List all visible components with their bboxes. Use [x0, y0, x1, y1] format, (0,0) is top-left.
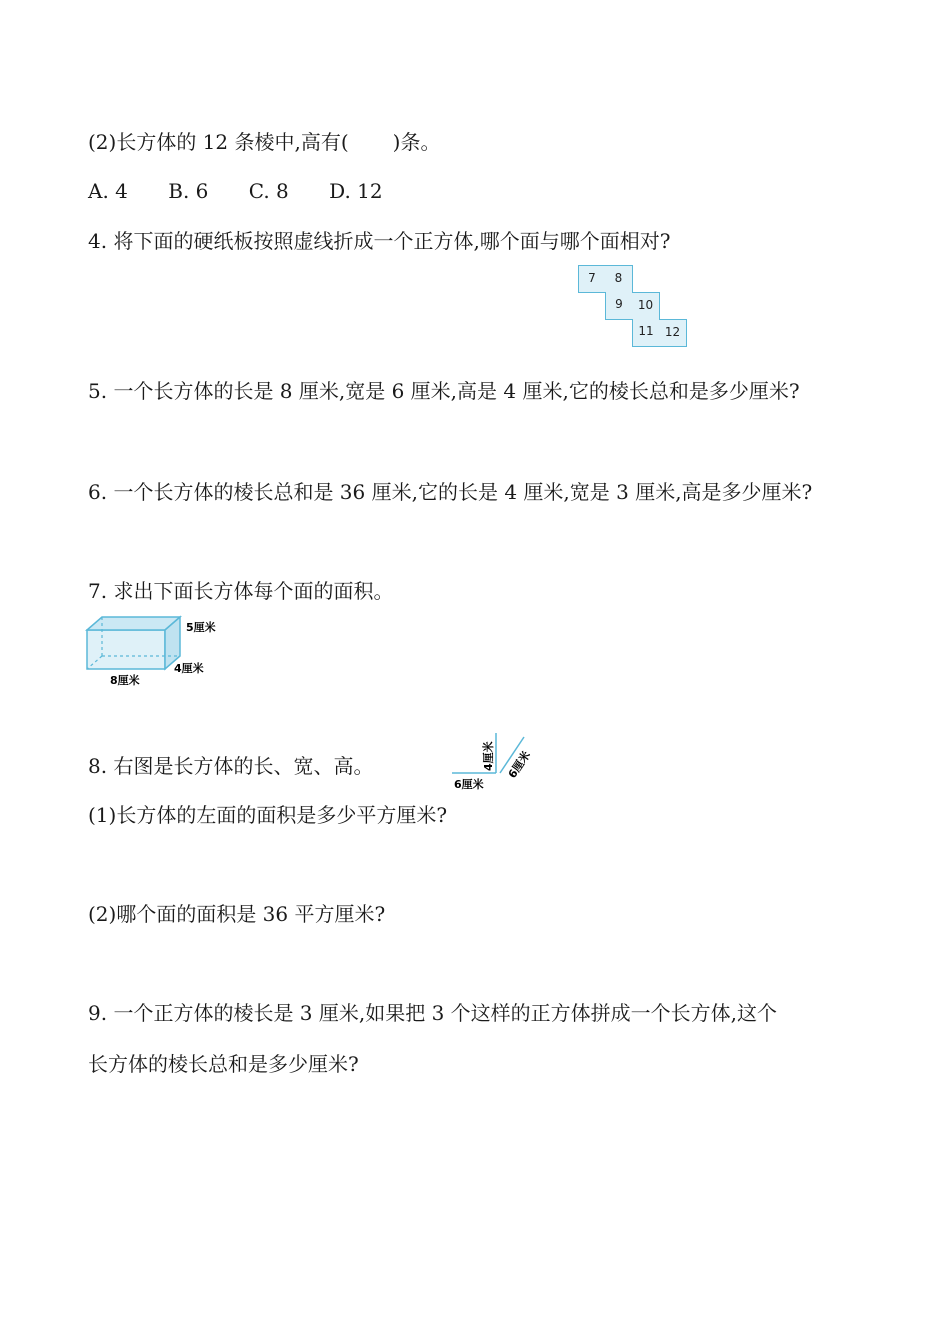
net-face-12: 12	[659, 319, 687, 347]
net-face-9: 9	[605, 292, 633, 320]
width-label: 4厘米	[174, 662, 204, 675]
stem-text: (2)长方体的 12 条棱中,高有(	[88, 130, 349, 154]
question-8: 8. 右图是长方体的长、宽、高。	[88, 754, 374, 778]
question-8-1: (1)长方体的左面的面积是多少平方厘米?	[88, 803, 448, 827]
question-8-2: (2)哪个面的面积是 36 平方厘米?	[88, 902, 386, 926]
length-label: 6厘米	[454, 778, 484, 791]
question-9-line-1: 9. 一个正方体的棱长是 3 厘米,如果把 3 个这样的正方体拼成一个长方体,这个	[88, 1001, 778, 1025]
width-label: 6厘米	[505, 748, 534, 781]
stem-text-end: )条。	[392, 130, 441, 154]
option-a: A. 4	[88, 179, 128, 203]
option-d: D. 12	[329, 179, 383, 203]
net-face-8: 8	[605, 265, 633, 293]
length-label: 8厘米	[110, 674, 140, 687]
question-9-line-2: 长方体的棱长总和是多少厘米?	[88, 1052, 359, 1076]
edge-dimensions-figure	[450, 727, 540, 795]
option-b: B. 6	[168, 179, 209, 203]
question-3-2-stem	[88, 128, 440, 156]
question-6: 6. 一个长方体的棱长总和是 36 厘米,它的长是 4 厘米,宽是 3 厘米,高是多少厘米?	[88, 480, 813, 504]
question-5: 5. 一个长方体的长是 8 厘米,宽是 6 厘米,高是 4 厘米,它的棱长总和是多少厘米?	[88, 379, 800, 403]
net-face-11: 11	[632, 319, 660, 347]
question-3-2-options	[88, 177, 417, 205]
option-c: C. 8	[248, 179, 289, 203]
height-label: 4厘米	[482, 741, 495, 771]
net-face-7: 7	[578, 265, 606, 293]
question-7: 7. 求出下面长方体每个面的面积。	[88, 579, 394, 603]
cuboid-figure	[80, 612, 230, 692]
height-label: 5厘米	[186, 621, 216, 634]
question-4: 4. 将下面的硬纸板按照虚线折成一个正方体,哪个面与哪个面相对?	[88, 229, 671, 253]
cube-net-figure	[578, 265, 692, 353]
net-face-10: 10	[632, 292, 660, 320]
